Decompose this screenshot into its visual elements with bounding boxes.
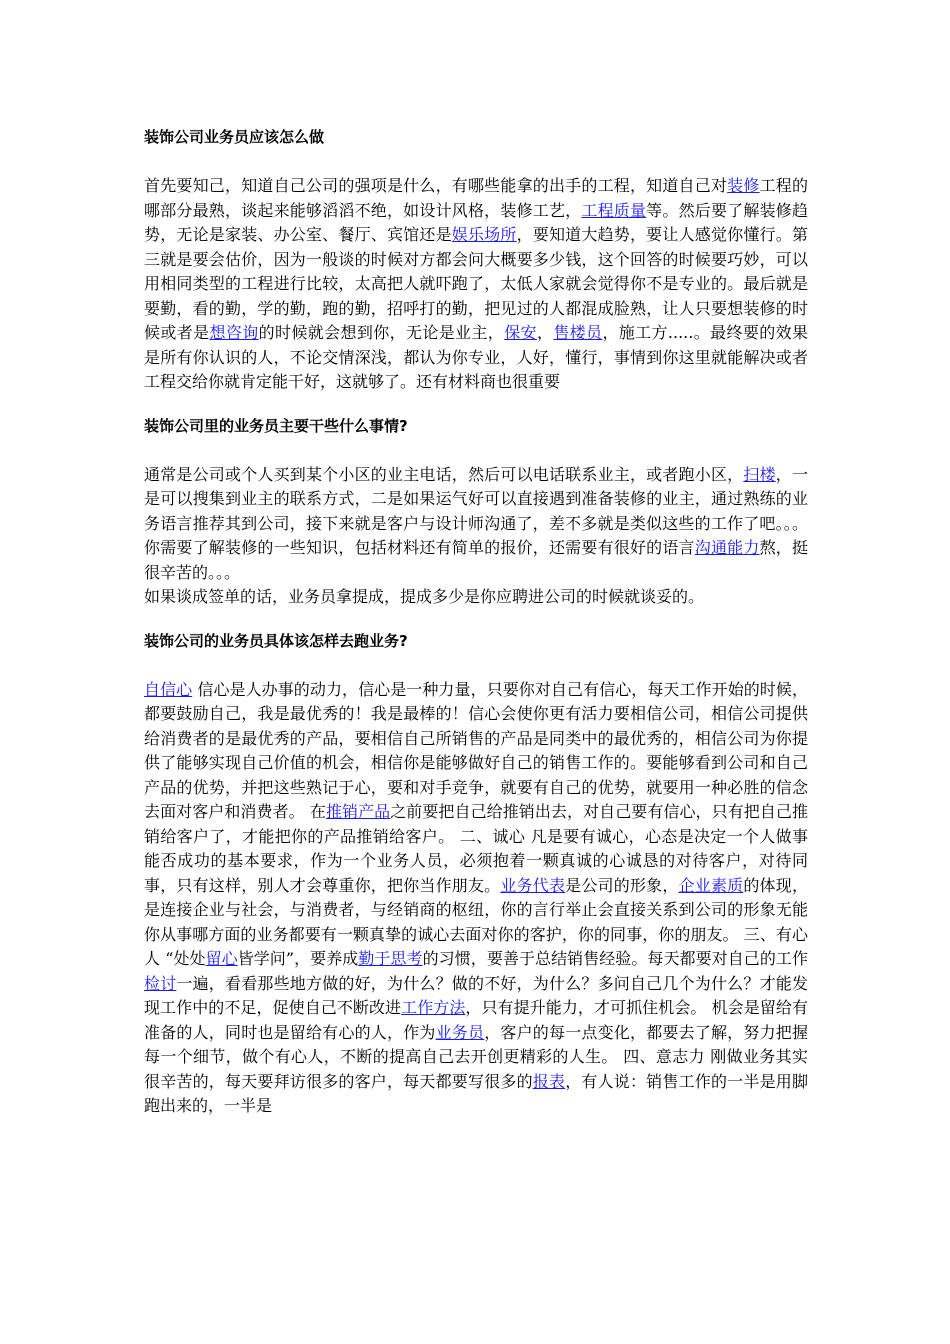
body-text: ，施工方.....。最终要的效果是所有你认识的人，不论交情深浅，都认为你专业，人好，懂行，事情到你这里就能解决或者工程交给你就肯定能干好，这就够了。还有材料商也很重要 <box>144 323 808 391</box>
body-text: 首先要知己，知道自己公司的强项是什么，有哪些能拿的出手的工程，知道自己对 <box>144 176 728 195</box>
body-text: 一遍，看看那些地方做的好，为什么？做的不好，为什么？多问自己几个为什么？才能发现工作中的不足，促使自己不断改进 <box>144 973 808 1017</box>
inline-link[interactable]: 业务代表 <box>500 875 566 895</box>
inline-link[interactable]: 工作方法 <box>401 998 466 1017</box>
body-text: ， <box>536 323 554 342</box>
section-body <box>144 678 808 1119</box>
inline-link[interactable]: 保安 <box>504 323 537 342</box>
body-paragraph <box>144 678 808 1119</box>
body-paragraph <box>144 585 808 610</box>
inline-link[interactable]: 工程质量 <box>581 200 647 220</box>
section-heading: 装饰公司里的业务员主要干些什么事情? <box>144 416 408 435</box>
inline-link[interactable]: 装修 <box>727 176 760 195</box>
inline-link[interactable]: 扫楼 <box>743 464 776 484</box>
section-3 <box>144 630 808 1119</box>
inline-link[interactable]: 留心 <box>205 949 238 968</box>
body-text: 皆学问”，要养成 <box>237 949 359 968</box>
inline-link[interactable]: 娱乐场所 <box>451 225 517 244</box>
body-text: 工程的哪部分最熟，谈起来能够滔滔不绝，如设计风格，装修工艺， <box>144 176 808 220</box>
body-paragraph <box>144 463 808 586</box>
body-paragraph <box>144 174 808 395</box>
inline-link[interactable]: 业务员 <box>435 1022 485 1042</box>
body-text: 信心是人办事的动力，信心是一种力量，只要你对自己有信心，每天工作开始的时候，都要鼓励自己，我是最优秀的！我是最棒的！信心会使你更有活力要相信公司，相信公司提供给消费者的是最优秀的产品，要相信自己所销售的产品是同类中的最优秀的，相信公司为你提供了能够实现自己价值的机会，相信你是能够做好自己的销售工作的。要能够看到公司和自己产品的优势，并把这些熟记于心，要和对手竞争，就要有自己的优势，就要用一种必胜的信念去面对客户和消费者。 在 <box>144 679 808 821</box>
body-text: 通常是公司或个人买到某个小区的业主电话，然后可以电话联系业主，或者跑小区， <box>144 464 744 484</box>
body-text: 的时候就会想到你，无论是业主， <box>258 323 505 342</box>
body-text: ，要知道大趋势，要让人感觉你懂行。第三就是要会估价，因为一般谈的时候对方都会问大概要多少钱，这个回答的时候要巧妙，可以用相同类型的工程进行比较，太高把人就吓跑了，太低人家就会觉得你不是专业的。最后就是要勤，看的勤，学的勤，跑的勤，招呼打的勤，把见过的人都混成脸熟，让人只要想装修的时候或者是 <box>144 225 808 342</box>
inline-link[interactable]: 想咨询 <box>209 323 259 342</box>
section-body <box>144 463 808 610</box>
body-text: ，一是可以搜集到业主的联系方式，二是如果运气好可以直接遇到准备装修的业主，通过熟练的业务语言推荐其到公司，接下来就是客户与设计师沟通了，差不多就是类似这些的工作了吧。。。你需要了解装修的一些知识，包括材料还有简单的报价，还需要有很好的语言 <box>144 464 808 557</box>
body-text: 之前要把自己给推销出去，对自己要有信心，只有把自己推销给客户了，才能把你的产品推销给客户。 二、诚心 凡是要有诚心，心态是决定一个人做事能否成功的基本要求，作为一个业务人员，必须抱着一颗真诚的心诚恳的对待客户，对待同事，只有这样，别人才会尊重你，把你当作朋友。 <box>144 802 808 895</box>
body-text: 如果谈成签单的话，业务员拿提成，提成多少是你应聘进公司的时候就谈妥的。 <box>144 587 705 606</box>
body-text: 的体现，是连接企业与社会，与消费者，与经销商的枢纽，你的言行举止会直接关系到公司的形象无能你从事哪方面的业务都要有一颗真挚的诚心去面对你的客护，你的同事，你的朋友。 三、有心人 “处处 <box>144 875 808 968</box>
inline-link[interactable]: 企业素质 <box>678 875 744 895</box>
body-text: 的习惯，要善于总结销售经验。每天都要对自己的工作 <box>422 949 808 968</box>
body-text: 是公司的形象， <box>565 875 679 895</box>
inline-link[interactable]: 勤于思考 <box>358 949 423 968</box>
inline-link[interactable]: 沟通能力 <box>694 538 760 557</box>
body-text: ，只有提升能力，才可抓住机会。 机会是留给有准备的人，同时也是留给有心的人，作为 <box>144 998 808 1042</box>
document-page <box>144 118 808 1139</box>
body-text: ，有人说：销售工作的一半是用脚跑出来的，一半是 <box>144 1071 808 1115</box>
body-text: ，客户的每一点变化，都要去了解，努力把握每一个细节，做个有心人，不断的提高自己去开创更精彩的人生。 四、意志力 刚做业务其实很辛苦的，每天要拜访很多的客户，每天都要写很多的 <box>144 1022 808 1091</box>
section-1 <box>144 126 808 395</box>
inline-link[interactable]: 报表 <box>532 1071 566 1091</box>
inline-link[interactable]: 检讨 <box>144 973 177 993</box>
section-body <box>144 174 808 395</box>
inline-link[interactable]: 售楼员 <box>553 323 603 342</box>
body-text: 等。然后要了解装修趋势，无论是家装、办公室、餐厅、宾馆还是 <box>144 200 808 244</box>
section-heading: 装饰公司的业务员具体该怎样去跑业务? <box>144 631 408 650</box>
section-2 <box>144 415 808 610</box>
body-text: 熬，挺很辛苦的。。。 <box>144 538 808 582</box>
inline-link[interactable]: 推销产品 <box>325 802 391 821</box>
inline-link[interactable]: 自信心 <box>144 679 193 699</box>
section-heading: 装饰公司业务员应该怎么做 <box>144 128 325 146</box>
